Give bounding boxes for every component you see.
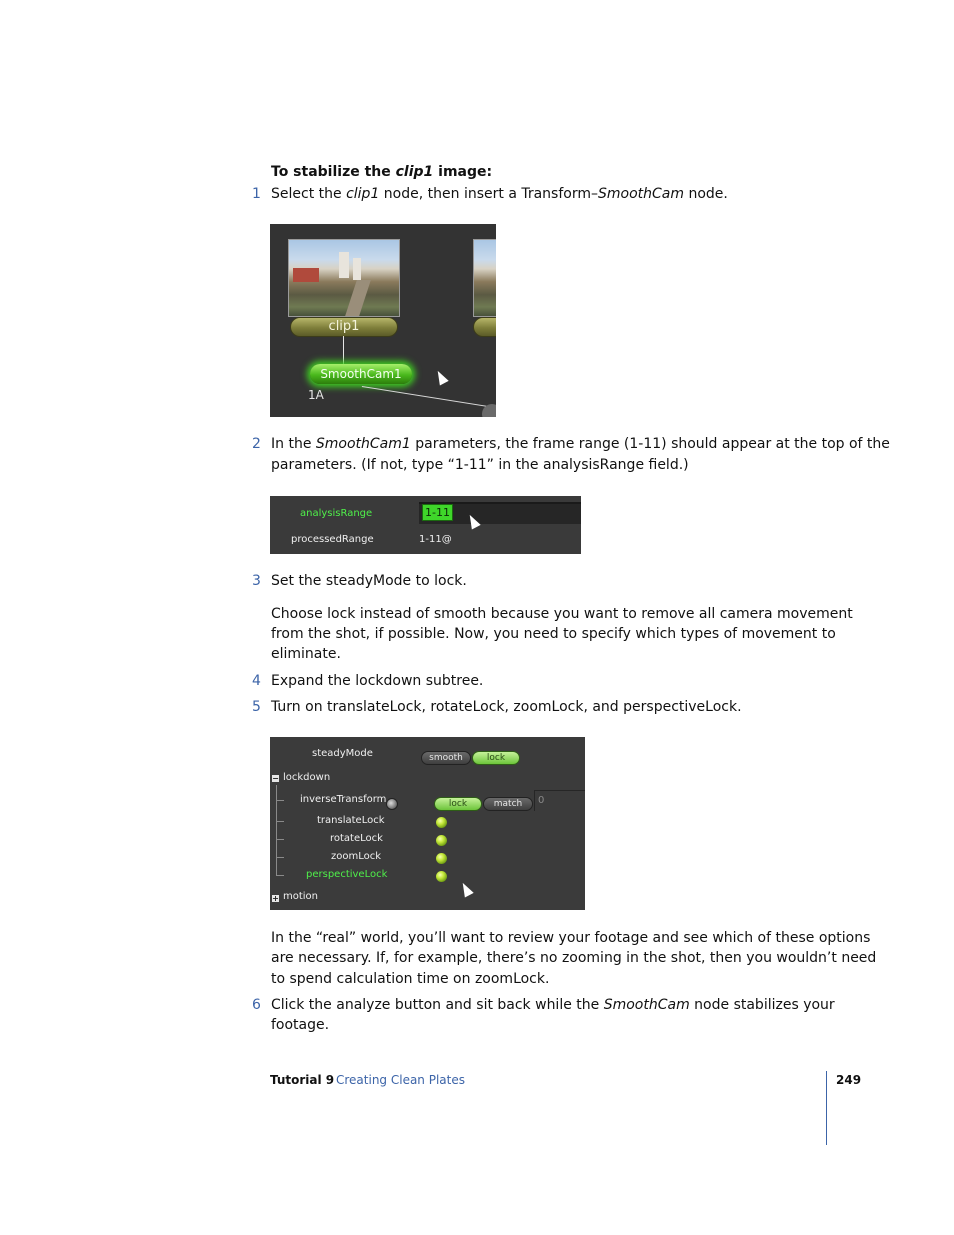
output-link-line [362,386,496,409]
mouse-cursor-icon [433,368,448,385]
inverse-match-button[interactable]: match [483,797,533,811]
rotate-lock-label: rotateLock [330,833,383,844]
step-number-1: 1 [252,186,261,202]
page-number: 249 [836,1073,862,1087]
section-heading: To stabilize the clip1 image: [271,164,493,180]
tree-branch-line [276,839,284,840]
tree-branch-line [276,785,277,875]
tree-branch-line [276,800,284,801]
step-4-text: Expand the lockdown subtree. [271,673,484,689]
zoom-lock-label: zoomLock [331,851,382,862]
processed-range-label: processedRange [291,534,374,545]
real-paragraph-line1: In the “real” world, you’ll want to review your footage and see which of these options [271,930,871,946]
footer-tutorial: Tutorial 9 [270,1073,335,1087]
node-graph-screenshot [270,224,496,417]
smoothcam1-node: SmoothCam1 [310,364,412,384]
real-paragraph-line2: are necessary. If, for example, there’s no zooming in the shot, then you wouldn’t need [271,950,877,966]
second-node [473,317,496,337]
inverse-transform-label: inverseTransform [300,794,387,805]
analysis-range-screenshot [270,496,581,554]
step-number-3: 3 [252,573,261,589]
step-1-text: Select the clip1 node, then insert a Transform–SmoothCam node. [271,186,728,202]
mouse-cursor-icon [458,880,473,897]
clip1-thumbnail [288,239,400,317]
lock-paragraph-line3: eliminate. [271,646,341,662]
footer-chapter-link[interactable]: Creating Clean Plates [336,1073,465,1087]
inverse-lock-button[interactable]: lock [434,797,482,811]
animation-knob-icon[interactable] [386,798,398,810]
step-number-5: 5 [252,699,261,715]
tree-branch-line [276,821,284,822]
translate-lock-toggle[interactable] [436,817,447,828]
node-link-line [343,336,344,366]
frame-label: 1A [308,388,324,402]
lock-paragraph-line1: Choose lock instead of smooth because you want to remove all camera movement [271,606,853,622]
second-thumbnail [473,239,496,317]
rotate-lock-toggle[interactable] [436,835,447,846]
steady-mode-label: steadyMode [312,748,373,759]
zoom-lock-toggle[interactable] [436,853,447,864]
real-paragraph-line3: to spend calculation time on zoomLock. [271,971,550,987]
step-number-4: 4 [252,673,261,689]
output-node-edge [482,404,496,417]
expand-icon[interactable]: + [272,894,279,903]
processed-range-value: 1-11@ [419,534,452,545]
lockdown-label: lockdown [283,772,331,783]
tree-branch-line [276,875,284,876]
translate-lock-label: translateLock [317,815,385,826]
lock-button[interactable]: lock [472,751,520,765]
steady-mode-screenshot [270,737,585,910]
lock-paragraph-line2: from the shot, if possible. Now, you need to specify which types of movement to [271,626,836,642]
tree-branch-line [276,857,284,858]
step-6-text-line2: footage. [271,1017,330,1033]
smooth-button[interactable]: smooth [421,751,471,765]
perspective-lock-toggle[interactable] [436,871,447,882]
analysis-range-value[interactable]: 1-11 [422,504,453,521]
step-3-text: Set the steadyMode to lock. [271,573,467,589]
step-2-text-line2: parameters. (If not, type “1-11” in the analysisRange field.) [271,457,689,473]
step-number-6: 6 [252,997,261,1013]
step-number-2: 2 [252,436,261,452]
step-6-text-line1: Click the analyze button and sit back while the SmoothCam node stabilizes your [271,997,835,1013]
motion-label: motion [283,891,319,902]
perspective-lock-label: perspectiveLock [306,869,388,880]
step-5-text: Turn on translateLock, rotateLock, zoomLock, and perspectiveLock. [271,699,742,715]
collapse-icon[interactable]: − [272,774,279,783]
inverse-value-field[interactable]: 0 [534,790,585,811]
clip1-node: clip1 [290,317,398,337]
step-2-text-line1: In the SmoothCam1 parameters, the frame range (1-11) should appear at the top of the [271,436,890,452]
footer-rule [826,1071,827,1145]
analysis-range-label: analysisRange [300,508,373,519]
